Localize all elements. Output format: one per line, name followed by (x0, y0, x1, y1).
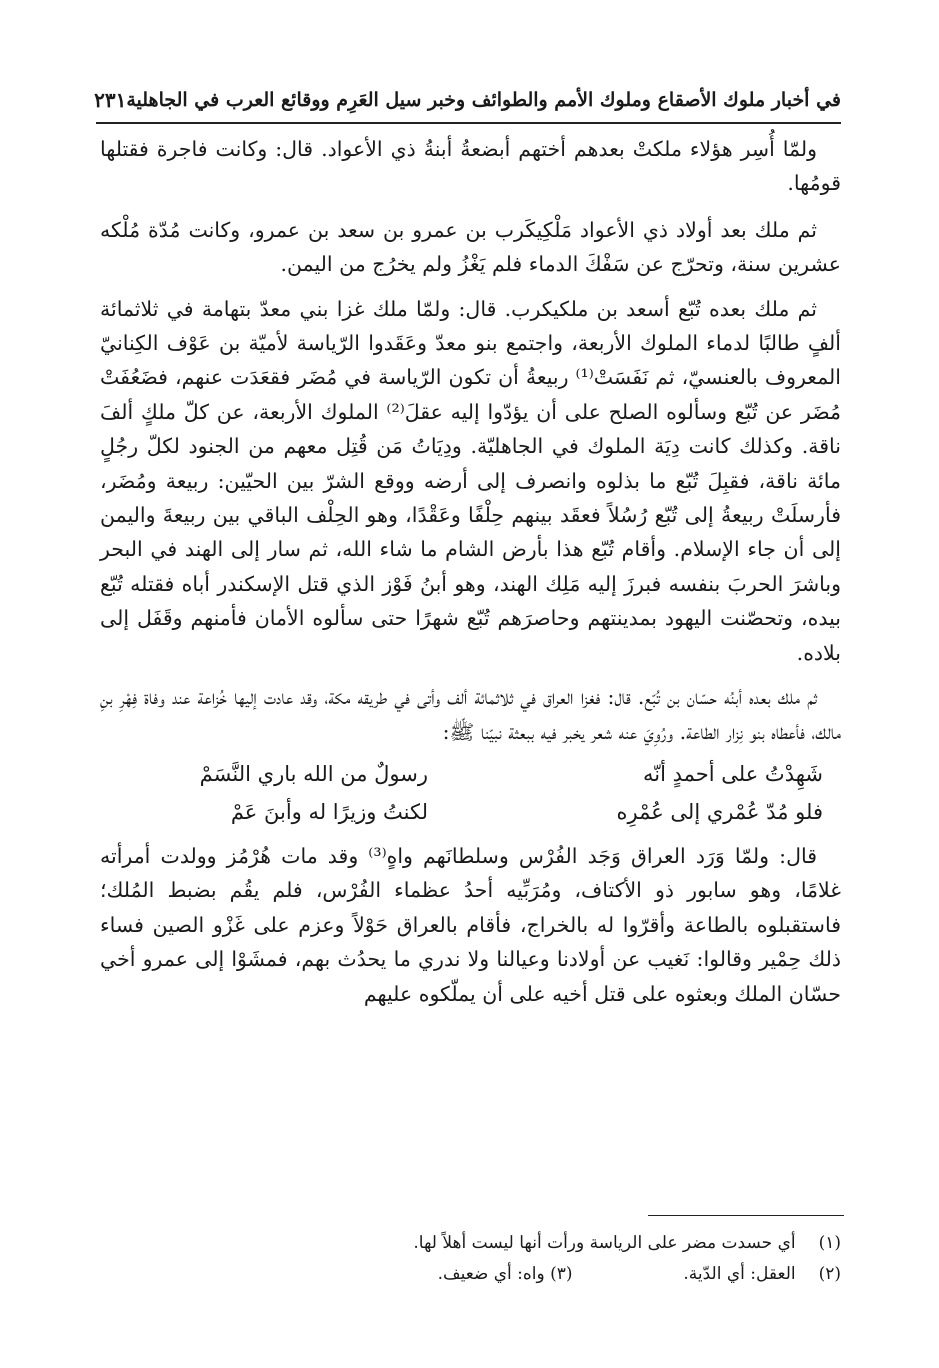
footnote-number: (٢) (818, 1264, 841, 1284)
verse-line (100, 793, 841, 831)
paragraph: ثم ملك بعد أولاد ذي الأعواد مَلْكِيكَرب بن عمرو بن سعد بن عمرو، وكانت مُدّة مُلْكه عشرين سنة، وتحرّج عن سَفْكَ الدماء فلم يَغْزُ ولم يخرُج من اليمن. (100, 217, 841, 277)
verse-hemistich-second: رسولٌ من الله باري النَّسَمْ (199, 761, 428, 786)
verse-hemistich-first: شَهِدْتُ على أحمدٍ أنّه (643, 761, 823, 786)
paragraph: ثم ملك بعده تُبّع أسعد بن ملكيكرب. قال: ولمّا ملك غزا بني معدّ بتهامة في ثلاثمائة ألفٍ طالبًا لدماء الملوك الأربعة، واجتمع بنو معدّ وعَقَدوا الرّياسة لأميّة بن عَوْف الكِنانيّ المعروف بالعنسيّ، ثم نَفَسَتْ⁽¹⁾ ربيعةُ أن تكون الرّياسة في مُضَر فقعَدَت عنهم، فضَعُفَتْ مُضَر عن تُبّع وسألوه الصلح على أن يؤدّوا إليه عقلَ⁽²⁾ الملوك الأربعة، عن كلّ ملكٍ ألفَ ناقة. وكذلك كانت دِيَة الملوك في الجاهليّة. ودِيَاتُ مَن قُتِل معهم من الجنود لكلّ رجُلٍ مائة ناقة، فقبِلَ تُبّع ما بذلوه وانصرف إلى أرضه ووقع الشرّ بين الحيّين: ربيعة ومُضَر، فأرسلَتْ ربيعةُ إلى تُبّع رُسُلاً فعقَد بينهم حِلْفًا وعَقْدًا، وهو الحِلْف الباقي بين ربيعةَ واليمن إلى أن جاء الإسلام. وأقام تُبّع هذا بأرض الشام ما شاء الله، ثم سار إلى الهند في البحر وباشرَ الحربَ بنفسه فبرزَ إليه مَلِك الهند، وهو أبنُ فَوْز الذي قتل الإسكندر أباه فقتله تُبّع بيده، وتحصّنت اليهود بمدينتهم وحاصرَهم تُبّع شهرًا حتى سألوه الأمان فأمنهم وقَفَل إلى بلاده. (100, 296, 841, 665)
verse-hemistich-second: لكنتُ وزيرًا له وأبنَ عَمْ (230, 799, 428, 824)
page-number: ٢٣١ (94, 88, 127, 112)
footnote-text: واه: أي ضعيف. (437, 1264, 545, 1284)
verse-line (100, 755, 841, 793)
paragraph: ولمّا أُسِر هؤلاء ملكتْ بعدهم أختهم أبضعةُ أبنةُ ذي الأعواد. قال: وكانت فاجرة فقتلها قومُها. (100, 137, 841, 196)
footnote-line (100, 1228, 841, 1259)
running-title: في أخبار ملوك الأصقاع وملوك الأمم والطوائف وخبر سيل العَرِم ووقائع العرب في الجاهلية (126, 89, 841, 111)
page-header (96, 78, 841, 124)
main-text (100, 132, 841, 1021)
footnote-number: (١) (818, 1233, 841, 1253)
paragraph: ثم ملك بعده أبنُه حسّان بن تُبّع. قال: فغزا العراق في ثلاثمائة ألف وأتى في طريقه مكة، وقد عادت إليها خُزاعة عند وفاة فِهْرِ بنِ مالك، فأعطاه بنو نِزار الطاعة. ورُوِيَ عنه شعر يخبر فيه ببعثة نبيّنا ﷺ: (100, 685, 841, 744)
verse-hemistich-first: فلو مُدّ عُمْري إلى عُمْرِه (616, 799, 823, 824)
footnote-separator (648, 1215, 844, 1216)
footnote-number: (٣) (550, 1264, 573, 1284)
footnote-line (100, 1259, 841, 1290)
footnote-text: أي حسدت مضر على الرياسة ورأت أنها ليست أهلاً لها. (413, 1233, 796, 1253)
footnotes (100, 1228, 841, 1290)
paragraph: قال: ولمّا وَرَد العراق وَجَد الفُرْس وسلطانَهم واهٍ⁽³⁾ وقد مات هُرْمُز وولدت أمرأته غلامًا، وهو سابور ذو الأكتاف، ومُرَبِّيه أحدُ عظماء الفُرْس، فلم يقُم بضبط المُلك؛ فاستقبلوه بالطاعة وأقرّوا له بالخراج، فأقام بالعراق حَوْلاً وعزم على غَزْو الصين فساء ذلك حِمْير وقالوا: نَغيب عن أولادنا وعيالنا ولا ندري ما يحدُث بهم، فمشَوْا إلى عمرو أخي حسّان الملك وبعثوه على قتل أخيه على أن يملّكوه عليهم (100, 843, 841, 1006)
poem (100, 755, 841, 831)
footnote-text: العقل: أي الدّية. (683, 1264, 796, 1284)
